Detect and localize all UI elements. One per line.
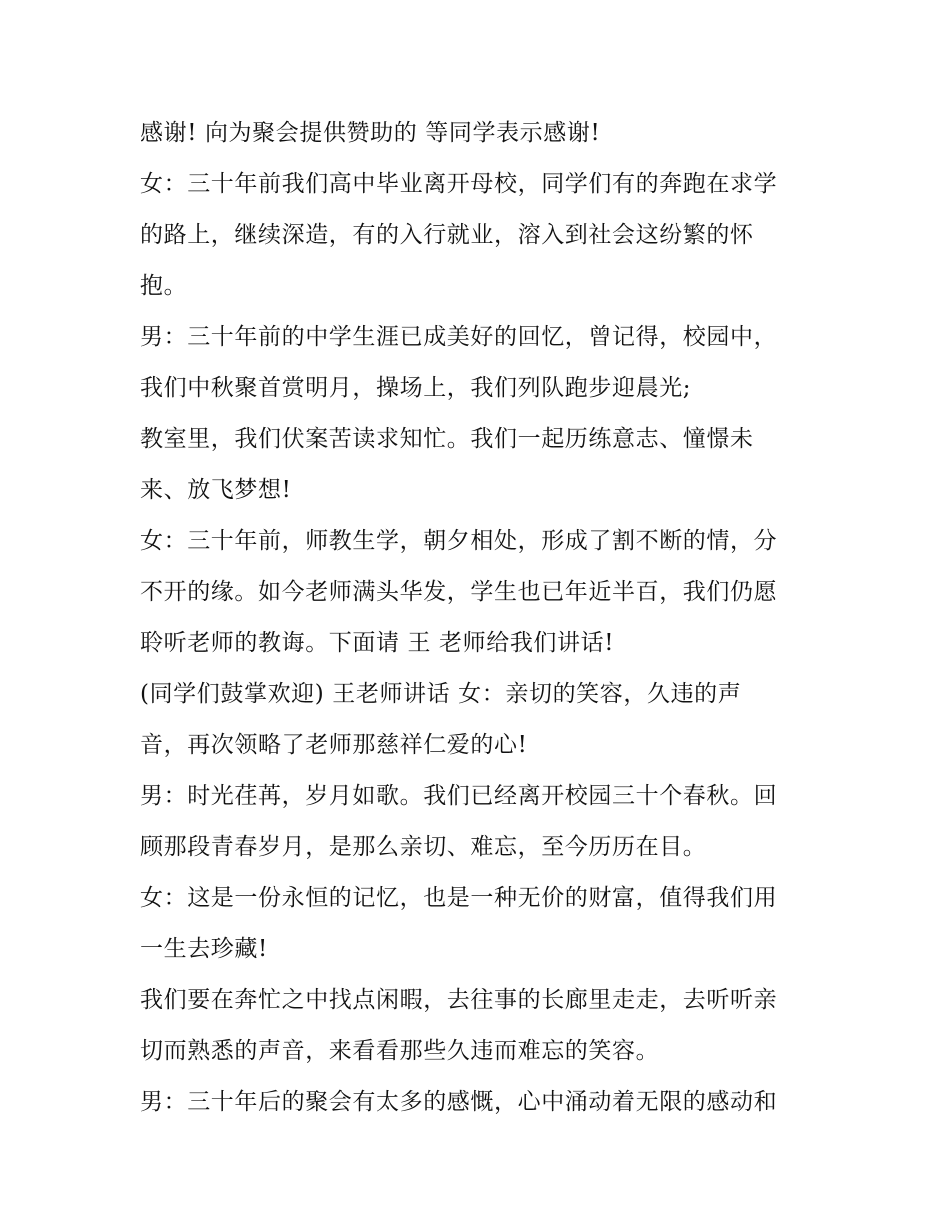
text-line-10: 不开的缘。如今老师满头华发，学生也已年近半百，我们仍愿 (140, 579, 778, 605)
text-line-7: 教室里，我们伏案苦读求知忙。我们一起历练意志、憧憬未 (140, 426, 754, 452)
document-body (140, 108, 820, 1128)
text-line-12: (同学们鼓掌欢迎) 王老师讲话 女：亲切的笑容，久违的声 (140, 681, 742, 707)
text-line-14: 男：时光荏苒，岁月如歌。我们已经离开校园三十个春秋。回 (140, 783, 778, 809)
text-line-13: 音，再次领略了老师那慈祥仁爱的心! (140, 732, 528, 758)
text-line-19: 切而熟悉的声音，来看看那些久违而难忘的笑容。 (140, 1038, 660, 1064)
text-line-6: 我们中秋聚首赏明月，操场上，我们列队跑步迎晨光; (140, 375, 692, 401)
text-line-17: 一生去珍藏! (140, 936, 268, 962)
text-line-4: 抱。 (140, 273, 188, 299)
text-line-1: 感谢! 向为聚会提供赞助的 等同学表示感谢! (140, 120, 601, 146)
text-line-2: 女：三十年前我们高中毕业离开母校，同学们有的奔跑在求学 (140, 171, 778, 197)
text-line-3: 的路上，继续深造，有的入行就业，溶入到社会这纷繁的怀 (140, 222, 754, 248)
text-line-11: 聆听老师的教诲。下面请 王 老师给我们讲话! (140, 630, 615, 656)
text-line-9: 女：三十年前，师教生学，朝夕相处，形成了割不断的情，分 (140, 528, 778, 554)
text-line-20: 男：三十年后的聚会有太多的感慨，心中涌动着无限的感动和 (140, 1089, 778, 1115)
text-line-15: 顾那段青春岁月，是那么亲切、难忘，至今历历在目。 (140, 834, 707, 860)
text-line-18: 我们要在奔忙之中找点闲暇，去往事的长廊里走走，去听听亲 (140, 987, 778, 1013)
text-line-5: 男：三十年前的中学生涯已成美好的回忆，曾记得，校园中， (140, 324, 778, 350)
text-line-16: 女：这是一份永恒的记忆，也是一种无价的财富，值得我们用 (140, 885, 778, 911)
text-line-8: 来、放飞梦想! (140, 477, 292, 503)
